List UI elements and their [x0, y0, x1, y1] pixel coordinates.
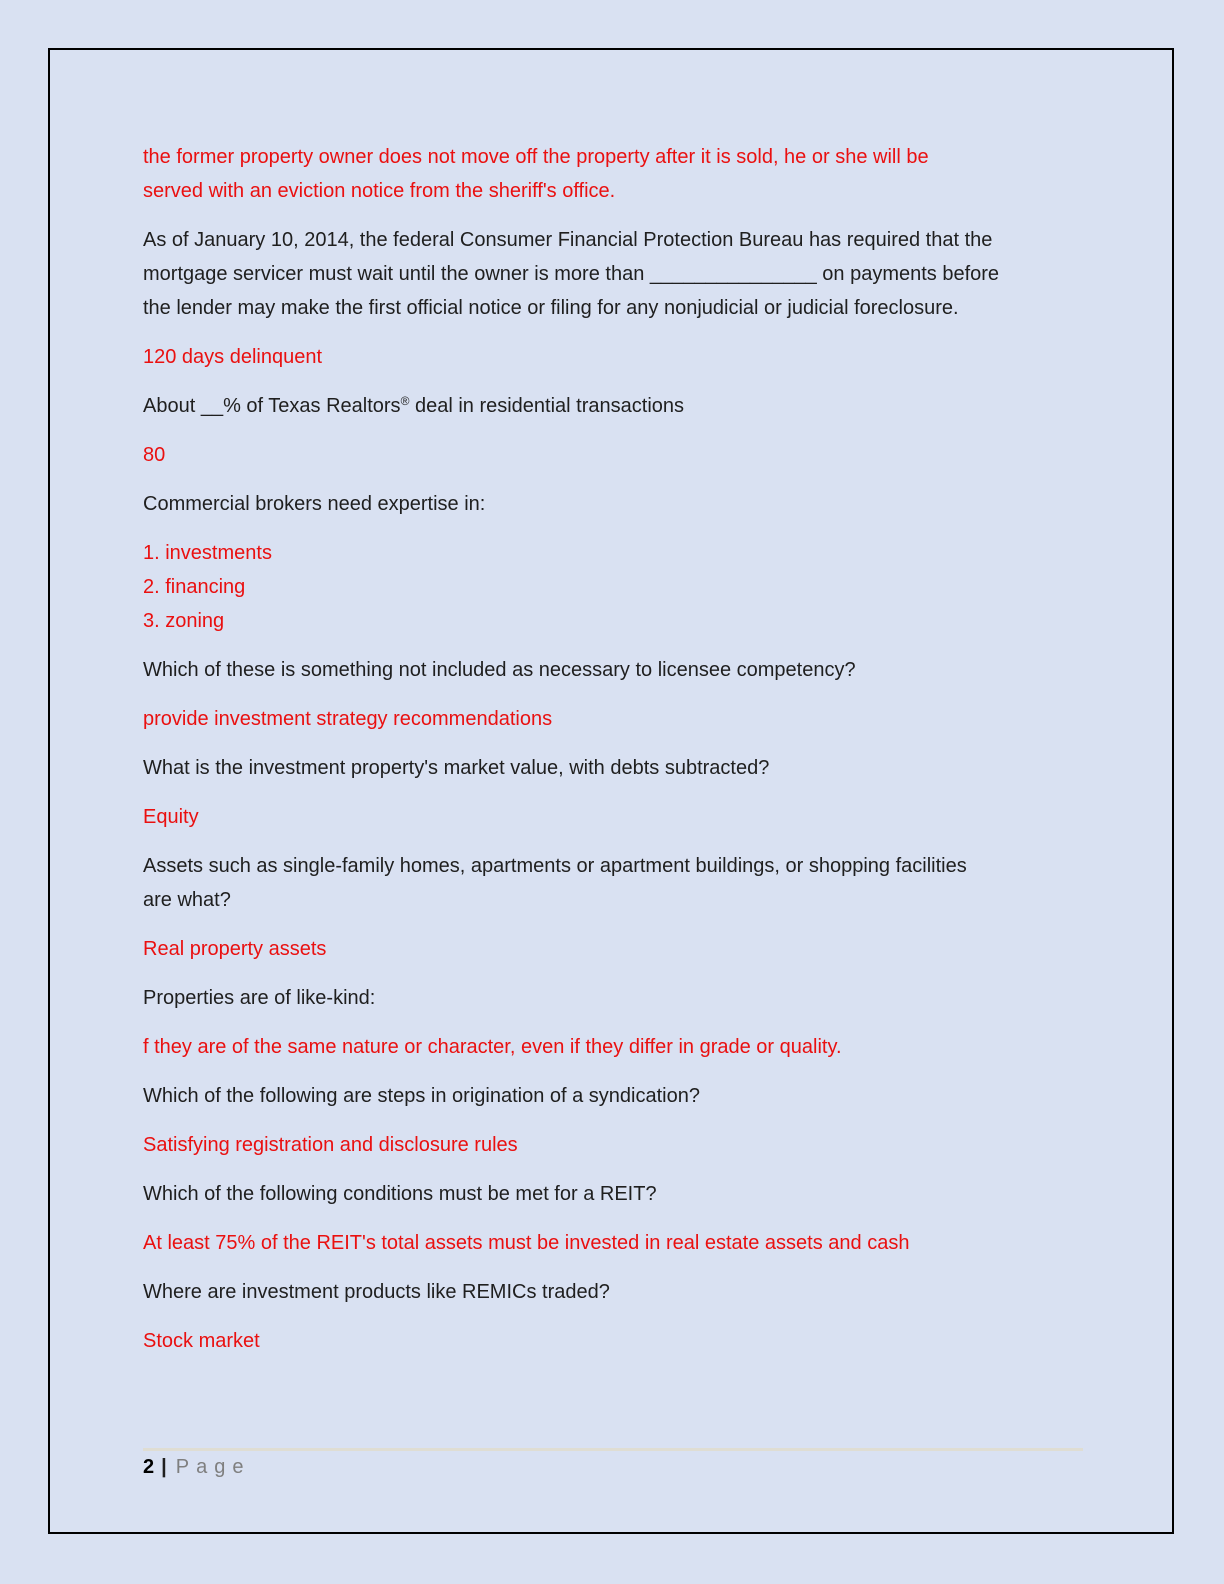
question-paragraph	[143, 389, 1078, 423]
text-line: About __% of Texas Realtors® deal in residential transactions	[143, 394, 685, 417]
answer-paragraph	[143, 1324, 1078, 1358]
footer-page-label: Page	[175, 1456, 251, 1478]
text-line: Assets such as single-family homes, apartments or apartment buildings, or shopping facilities	[143, 855, 967, 877]
question-paragraph	[143, 487, 1078, 521]
question-paragraph	[143, 849, 1078, 917]
text-line: mortgage servicer must wait until the owner is more than _______________ on payments before	[143, 263, 1000, 285]
text-line: 2. financing	[143, 576, 246, 598]
text-line: 120 days delinquent	[143, 346, 323, 368]
answer-paragraph	[143, 140, 1078, 208]
text-line: Which of the following conditions must be met for a REIT?	[143, 1183, 657, 1205]
question-paragraph	[143, 751, 1078, 785]
text-line: the former property owner does not move off the property after it is sold, he or she will be	[143, 146, 929, 168]
question-paragraph	[143, 223, 1078, 325]
answer-paragraph	[143, 1226, 1078, 1260]
text-line: 80	[143, 444, 166, 466]
question-paragraph	[143, 981, 1078, 1015]
question-paragraph	[143, 1275, 1078, 1309]
footer-separator: |	[161, 1456, 167, 1478]
document-body	[143, 140, 1078, 1358]
text-line: Real property assets	[143, 938, 327, 960]
text-line: What is the investment property's market value, with debts subtracted?	[143, 757, 770, 779]
answer-paragraph	[143, 702, 1078, 736]
text-line: served with an eviction notice from the sheriff's office.	[143, 180, 616, 202]
text-line: Where are investment products like REMICs traded?	[143, 1281, 610, 1303]
text-line: Commercial brokers need expertise in:	[143, 493, 486, 515]
page-footer	[143, 1448, 1083, 1479]
text-line: As of January 10, 2014, the federal Consumer Financial Protection Bureau has required that the	[143, 229, 993, 251]
text-line: Which of the following are steps in origination of a syndication?	[143, 1085, 700, 1107]
answer-paragraph	[143, 536, 1078, 638]
answer-paragraph	[143, 340, 1078, 374]
text-line: Equity	[143, 806, 199, 828]
text-line: provide investment strategy recommendations	[143, 708, 553, 730]
answer-paragraph	[143, 932, 1078, 966]
text-line: Satisfying registration and disclosure rules	[143, 1134, 518, 1156]
text-line: the lender may make the first official notice or filing for any nonjudicial or judicial foreclosure.	[143, 297, 959, 319]
answer-paragraph	[143, 800, 1078, 834]
text-line: are what?	[143, 889, 231, 911]
text-line: 1. investments	[143, 542, 272, 564]
answer-paragraph	[143, 438, 1078, 472]
answer-paragraph	[143, 1128, 1078, 1162]
text-line: At least 75% of the REIT's total assets must be invested in real estate assets and cash	[143, 1232, 910, 1254]
text-line: 3. zoning	[143, 610, 225, 632]
text-line: Which of these is something not included as necessary to licensee competency?	[143, 659, 856, 681]
question-paragraph	[143, 1177, 1078, 1211]
page-number: 2	[143, 1456, 155, 1478]
answer-paragraph	[143, 1030, 1078, 1064]
text-line: Properties are of like-kind:	[143, 987, 376, 1009]
question-paragraph	[143, 653, 1078, 687]
text-line: Stock market	[143, 1330, 260, 1352]
question-paragraph	[143, 1079, 1078, 1113]
text-line: f they are of the same nature or character, even if they differ in grade or quality.	[143, 1036, 842, 1058]
